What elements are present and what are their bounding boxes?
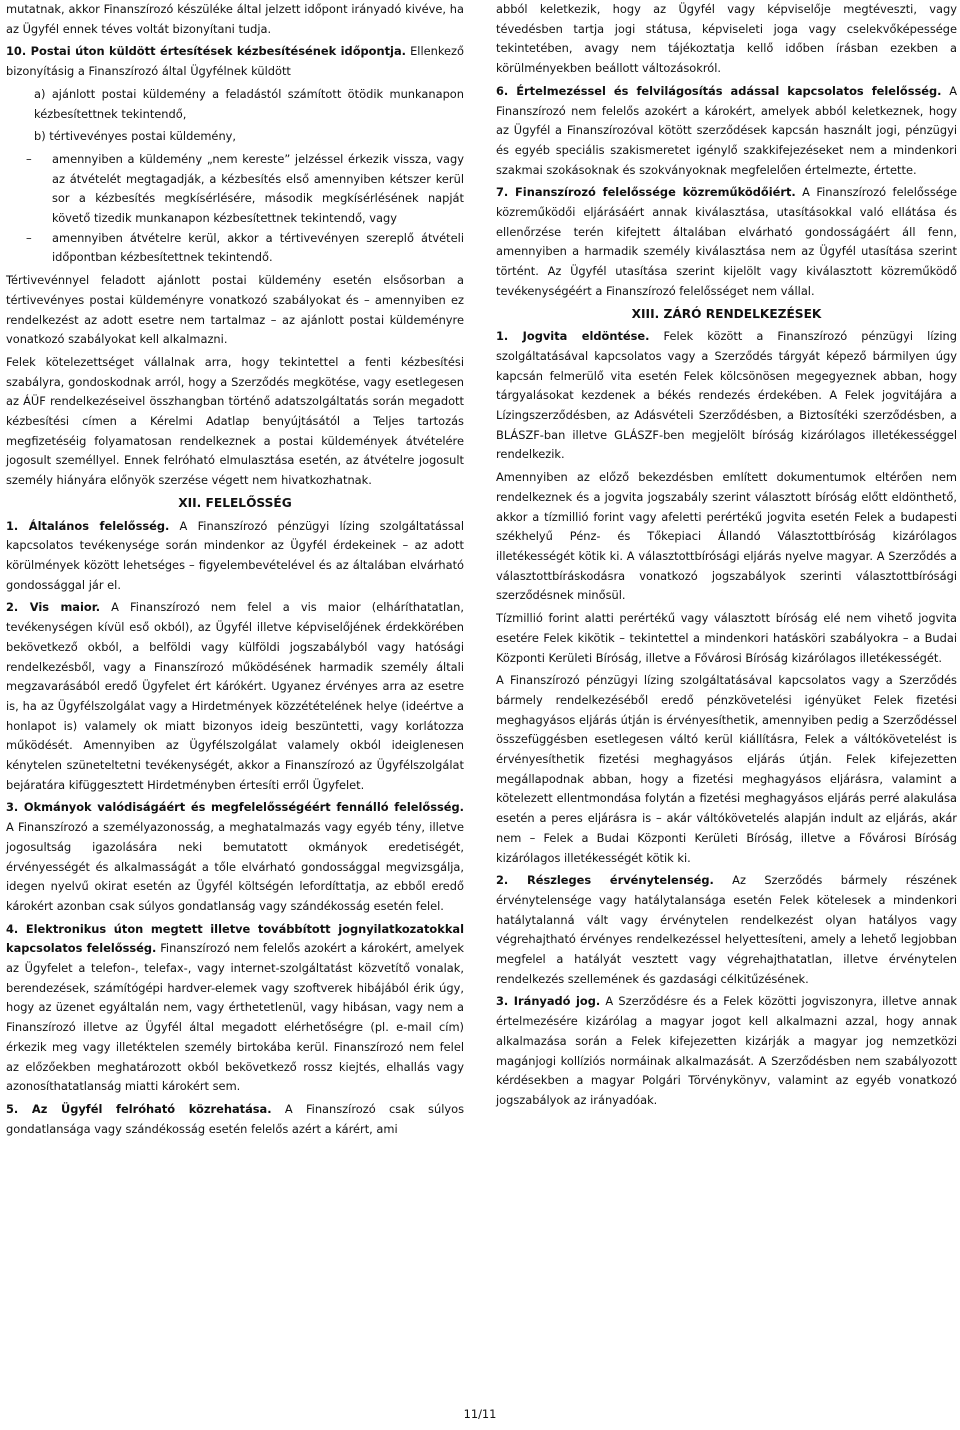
paragraph-felek: Felek kötelezettséget vállalnak arra, hogy tekintettel a fenti kézbesítési szabályra, gondoskodnak arról, hogy a Szerződés megkötése, vagy esetlegesen az ÁÜF rendelkezéseivel összhangban történő adatszolgáltatás során megadott kézbesítési címen a Kérelmi Adatlap benyújtásától a Teljes tartozás megfizetéséig folyamatosan rendelkeznek a postai küldemények átvételére jogosult személlyel. Ennek felróható elmulasztása esetén, az átvételre jogosult személy hiányára előnyök szerzése végett nem hivatkozhatnak.: [6, 354, 464, 488]
clause-1-text: A Finanszírozó pénzügyi lízing szolgáltatással kapcsolatos tevékenysége során mindenkor az Ügyfél érdekeinek – az adott körülmények között lehetséges – figyelembevételével és az általában elvárható gondossággal jár el.: [6, 518, 464, 592]
dash-item-2: [6, 229, 464, 268]
closing-clause-2: [496, 871, 957, 989]
dash-item-1-text: amennyiben a küldemény „nem kereste” jelzéssel érkezik vissza, vagy az átvételét megtagadják, a kézbesítés első amennyiben kétszer kerül sor a kézbesítés megkísérlésére, második megkísérlésének napját követő tizedik munkanapon kézbesítettnek tekintendő, vagy: [52, 151, 464, 226]
closing-clause-3: [496, 992, 957, 1110]
item-a: a) ajánlott postai küldemény a feladástól számított ötödik munkanapon kézbesítettnek tekintendő,: [34, 86, 464, 121]
section-10-paragraph: [6, 42, 464, 81]
section-10-text: Ellenkező bizonyításig a Finanszírozó által Ügyfélnek küldött: [6, 44, 464, 79]
clause-6: [496, 82, 957, 181]
section-10-heading: 10. Postai úton küldött értesítések kézbesítésének időpontja.: [6, 44, 406, 59]
clause-4-text: Finanszírozó nem felelős azokért a károkért, amelyek az Ügyfelet a telefon-, telefax-, vagy internet-szolgáltatást közvetítő vonalak, berendezések, számítógépi hardver-elemek vagy szoftverek hibájából érik úgy, hogy az üzenet egyáltalán nem, vagy érthetetlenül, vagy hibásan, vagy nem a Finanszírozó illetve az Ügyfél által megadott elérhetőségre (pl. e-mail cím) érkezik meg vagy illetéktelen személy birtokába kerül. Finanszírozó nem felel az előzőekben meghatározott okból bekövetkező rossz kiejtés, elhallás vagy azonosíthatatlanság miatti károkért sem.: [6, 941, 464, 1094]
dash-bullet: –: [26, 230, 32, 245]
closing-clause-2-heading: 2. Részleges érvénytelenség.: [496, 873, 714, 888]
right-column: [496, 0, 957, 1114]
clause-5-heading: 5. Az Ügyfél felróható közrehatása.: [6, 1101, 272, 1116]
section-xii-title: XII. FELELŐSSÉG: [178, 495, 292, 510]
clause-6-text: A Finanszírozó nem felelős azokért a károkért, amelyek abból keletkeznek, hogy az Ügyfél a Finanszírozóval kötött szerződések kapcsán használt jogi, pénzügyi és egyéb speciális szakismeretet igénylő szakkifejezéseket nem a mindenkori szakmai szokásoknak és szokványoknak megfelelően értelmezte, értette.: [496, 83, 957, 177]
dash-item-2-text: amennyiben átvételre kerül, akkor a tértivevényen szereplő átvételi időpontban kézbesítettnek tekintendő.: [52, 230, 464, 265]
clause-6-heading: 6. Értelmezéssel és felvilágosítás adással kapcsolatos felelősség.: [496, 83, 942, 98]
clause-4: [6, 920, 464, 1097]
continuation-paragraph: abból keletkezik, hogy az Ügyfél vagy képviselője megtéveszti, vagy tévedésben tartja jogi státusa, képviseleti joga vagy cselekvőképessége tekintetében, avagy nem tájékoztatja kellő időben írásban ezekben a körülményekben beállott változásokról.: [496, 2, 957, 76]
closing-clause-1-paragraph-4: A Finanszírozó pénzügyi lízing szolgáltatásával kapcsolatos vagy a Szerződés bármely rendelkezéséből eredő pénzkövetelési igényüket Felek fizetési meghagyásos eljárás útján is érvényesíthetik, amennyiben pedig a Szerződéssel összefüggésben esetlegesen váltó kerül kiállításra, Felek a váltókövetelést is érvényesíthetik fizetési meghagyásos eljárás útján. Felek kifejezetten megállapodnak abban, hogy a fizetési meghagyásos eljárásra, valamint a kötelezett ellentmondása folytán a fizetési meghagyásos eljárás perré alakulása esetén a peres eljárásra is – akár váltókövetelés alapján indult az eljárás, akár nem – Felek a Budai Központi Kerületi Bíróság, illetve a Fővárosi Bíróság kizárólagos illetékességét kötik ki.: [496, 673, 957, 865]
left-column: [6, 0, 464, 1142]
page-number: 11/11: [463, 1407, 497, 1421]
clause-7: [496, 183, 957, 301]
intro-paragraph: mutatnak, akkor Finanszírozó készüléke által jelzett időpont irányadó kivéve, ha az Ügyfél ennek téves voltát bizonyítani tudja.: [6, 2, 464, 36]
clause-3-heading: 3. Okmányok valódiságáért és megfelelősségéért fennálló felelősség.: [6, 800, 464, 815]
item-b: b) tértivevényes postai küldemény,: [34, 129, 237, 144]
closing-clause-3-heading: 3. Irányadó jog.: [496, 994, 601, 1009]
closing-clause-1-paragraph-2: Amennyiben az előző bekezdésben említett dokumentumok eltérően nem rendelkeznek és a jogvita jogszabály szerint választott bíróság előtt eldönthető, akkor a tízmillió forint vagy afeletti perértékű jogvita esetén Felek a budapesti székhelyű Pénz- és Tőkepiaci Állandó Választottbíróság kizárólagos illetékességét kötik ki. A választottbírósági eljárás nyelve magyar. A Szerződés a választottbíráskodásra vonatkozó jogszabályok szerinti választottbírósági szerződésnek minősül.: [496, 470, 957, 603]
dash-item-1: [6, 150, 464, 229]
closing-clause-1-heading: 1. Jogvita eldöntése.: [496, 329, 650, 344]
clause-3-text: A Finanszírozó a személyazonosság, a meghatalmazás vagy egyéb tény, illetve jogosultság igazolására neki bemutatott okmányok eredetiségét, érvényességét és alkalmasságát a tőle elvárható gondossággal megvizsgálja, idegen nyelvű okirat esetén az Ügyfél költségén lefordíttatja, az ebből eredő károkért azonban csak súlyos gondatlanság vagy szándékosság esetén felel.: [6, 820, 464, 913]
closing-clause-1-text: Felek között a Finanszírozó pénzügyi lízing szolgáltatásával kapcsolatos vagy a Szerződés tárgyát képező bármilyen úgy kapcsán felmerülő vita esetén Felek kölcsönösen megegyeznek abban, hogy tárgyalásokat kezdenek a békés rendezés érdekében. A Felek jogvitájára a Lízingszerződésben, az Adásvételi Szerződésben, a Biztosítéki szerződésben, a BLÁSZF-ban illetve GLÁSZF-ben megjelölt bíróság kizárólagos illetékességgel rendelkezik.: [496, 329, 957, 462]
clause-2: [6, 598, 464, 795]
clause-2-heading: 2. Vis maior.: [6, 600, 101, 615]
clause-5: [6, 1100, 464, 1139]
closing-clause-3-text: A Szerződésre és a Felek közötti jogviszonyra, illetve annak értelmezésére kizárólag a magyar jogot kell alkalmazni azzal, hogy annak alkalmazása során a Felek kifejezetten kizárják a magyar jog nemzetközi magánjogi kollíziós normáinak alkalmazását. A Szerződésben nem szabályozott kérdésekben a magyar Polgári Törvénykönyv, valamint az egyéb vonatkozó jogszabályok az irányadóak.: [496, 994, 958, 1107]
dash-bullet: –: [26, 151, 32, 166]
clause-7-text: A Finanszírozó felelőssége közreműködői eljárásáért annak kiválasztása, utasításokkal való ellátása és ellenőrzése terén kifejtett általában elvárható gondosságáért áll fenn, amennyiben a harmadik személy kiválasztása nem az Ügyfél utasítása szerint történt. Az Ügyfél utasítása szerint kijelölt vagy kiválasztott közreműködő tevékenységéért a Finanszírozó felelősséget nem vállal.: [496, 185, 957, 298]
closing-clause-1-paragraph-3: Tízmillió forint alatti perértékű vagy választott bíróság elé nem vihető jogvita esetére Felek kikötik – tekintettel a mindenkori hatásköri szabályokra – a Budai Központi Kerületi Bíróság, illetve a Fővárosi Bíróság kizárólagos illetékességét.: [496, 611, 957, 665]
clause-4-heading: 4. Elektronikus úton megtett illetve továbbított jognyilatkozatokkal kapcsolatos felelősség.: [6, 921, 464, 956]
clause-5-text: A Finanszírozó csak súlyos gondatlansága vagy szándékosság esetén felelős azért a kárért, ami: [6, 1101, 465, 1136]
clause-1-heading: 1. Általános felelősség.: [6, 518, 170, 533]
clause-3: [6, 798, 464, 916]
closing-clause-1: [496, 327, 957, 465]
clause-1: [6, 517, 464, 596]
clause-7-heading: 7. Finanszírozó felelőssége közreműködőiért.: [496, 185, 796, 200]
closing-clause-2-text: Az Szerződés bármely részének érvénytelensége vagy hatálytalansága esetén Felek kötelesek a mindenkori hatálytalanná vált vagy érvénytelen rendelkezést olyan hatályos vagy végrehajtható érvényes rendelkezéssel helyettesíteni, amely a lehető legjobban megfelel a hatályát vesztett vagy végrehajthatatlan, illetve érvénytelen rendelkezés szellemének és gazdasági célkitűzésének.: [496, 873, 957, 986]
paragraph-tertiveveny: Tértivevénnyel feladott ajánlott postai küldemény esetén elsősorban a tértivevényes postai küldeményre vonatkozó szabályokat és – amennyiben ez rendelkezést az adott esetre nem tartalmaz – az ajánlott postai küldeményre vonatkozó szabályokat kell alkalmazni.: [6, 273, 464, 347]
clause-2-text: A Finanszírozó nem felel a vis maior (elháríthatatlan, tevékenységen kívül eső okból), az Ügyfél illetve képviselőjének érdekkörében bekövetkező okból, a belföldi vagy külföldi jogszabályból vagy hatósági rendelkezésből, vagy a Finanszírozó működésének harmadik személy általi megzavarásából eredő Ügyfelet ért kárókért. Ugyanez érvényes arra az esetre is, ha az Ügyfélszolgálat vagy a Hirdetmények közzétételének helye (ideértve a honlapot is) valamely ok miatt bizonyos ideig beszüntetti, vagy korlátozza működését. Amennyiben az Ügyfélszolgálat valamely okból ideiglenesen kénytelen szüneteltetni tevékenységét, akkor a Finanszírozó az Ügyfélszolgálat bejáratára kifüggesztett Hirdetményben értesíti erről Ügyfelet.: [6, 600, 465, 792]
section-xiii-title: XIII. ZÁRÓ RENDELKEZÉSEK: [631, 306, 822, 321]
